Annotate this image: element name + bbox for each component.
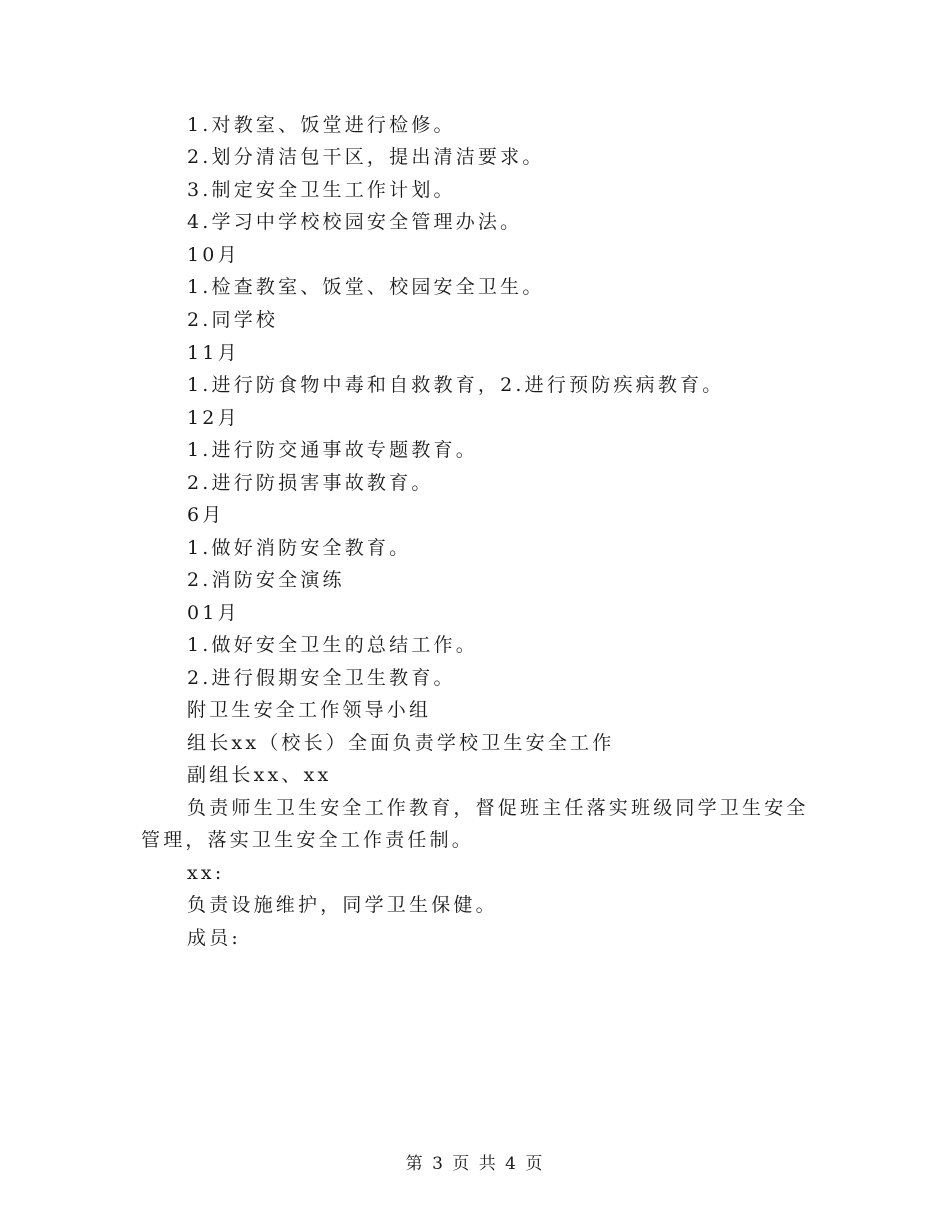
paragraph-line: 2.进行防损害事故教育。 (187, 472, 434, 494)
paragraph-line: 负责设施维护，同学卫生保健。 (187, 894, 498, 916)
paragraph-line: 组长xx（校长）全面负责学校卫生安全工作 (187, 732, 615, 754)
paragraph-line: 3.制定安全卫生工作计划。 (187, 179, 456, 201)
paragraph-line: 1.检查教室、饭堂、校园安全卫生。 (187, 276, 545, 298)
paragraph-line: 2.同学校 (187, 309, 279, 331)
month-heading: 12月 (187, 407, 240, 429)
paragraph-line: 1.进行防交通事故专题教育。 (187, 439, 478, 461)
month-heading: 11月 (187, 342, 240, 364)
month-heading: 6月 (187, 504, 225, 526)
paragraph-line: 负责师生卫生安全工作教育，督促班主任落实班级同学卫生安全 (187, 797, 809, 819)
section-heading: 附卫生安全工作领导小组 (187, 699, 432, 721)
paragraph-line: 1.进行防食物中毒和自救教育，2.进行预防疾病教育。 (187, 374, 725, 396)
paragraph-line: 2.消防安全演练 (187, 569, 345, 591)
month-heading: 10月 (187, 244, 240, 266)
paragraph-line: 管理，落实卫生安全工作责任制。 (141, 829, 475, 851)
paragraph-line: 副组长xx、xx (187, 764, 332, 786)
paragraph-line: 1.做好安全卫生的总结工作。 (187, 634, 478, 656)
month-heading: 01月 (187, 602, 240, 624)
paragraph-line: xx: (187, 862, 225, 884)
page-number-footer: 第 3 页 共 4 页 (405, 1154, 545, 1174)
paragraph-line: 成员: (187, 927, 242, 949)
paragraph-line: 1.做好消防安全教育。 (187, 537, 412, 559)
paragraph-line: 2.划分清洁包干区，提出清洁要求。 (187, 146, 545, 168)
paragraph-line: 4.学习中学校校园安全管理办法。 (187, 211, 523, 233)
paragraph-line: 1.对教室、饭堂进行检修。 (187, 114, 456, 136)
paragraph-line: 2.进行假期安全卫生教育。 (187, 667, 456, 689)
